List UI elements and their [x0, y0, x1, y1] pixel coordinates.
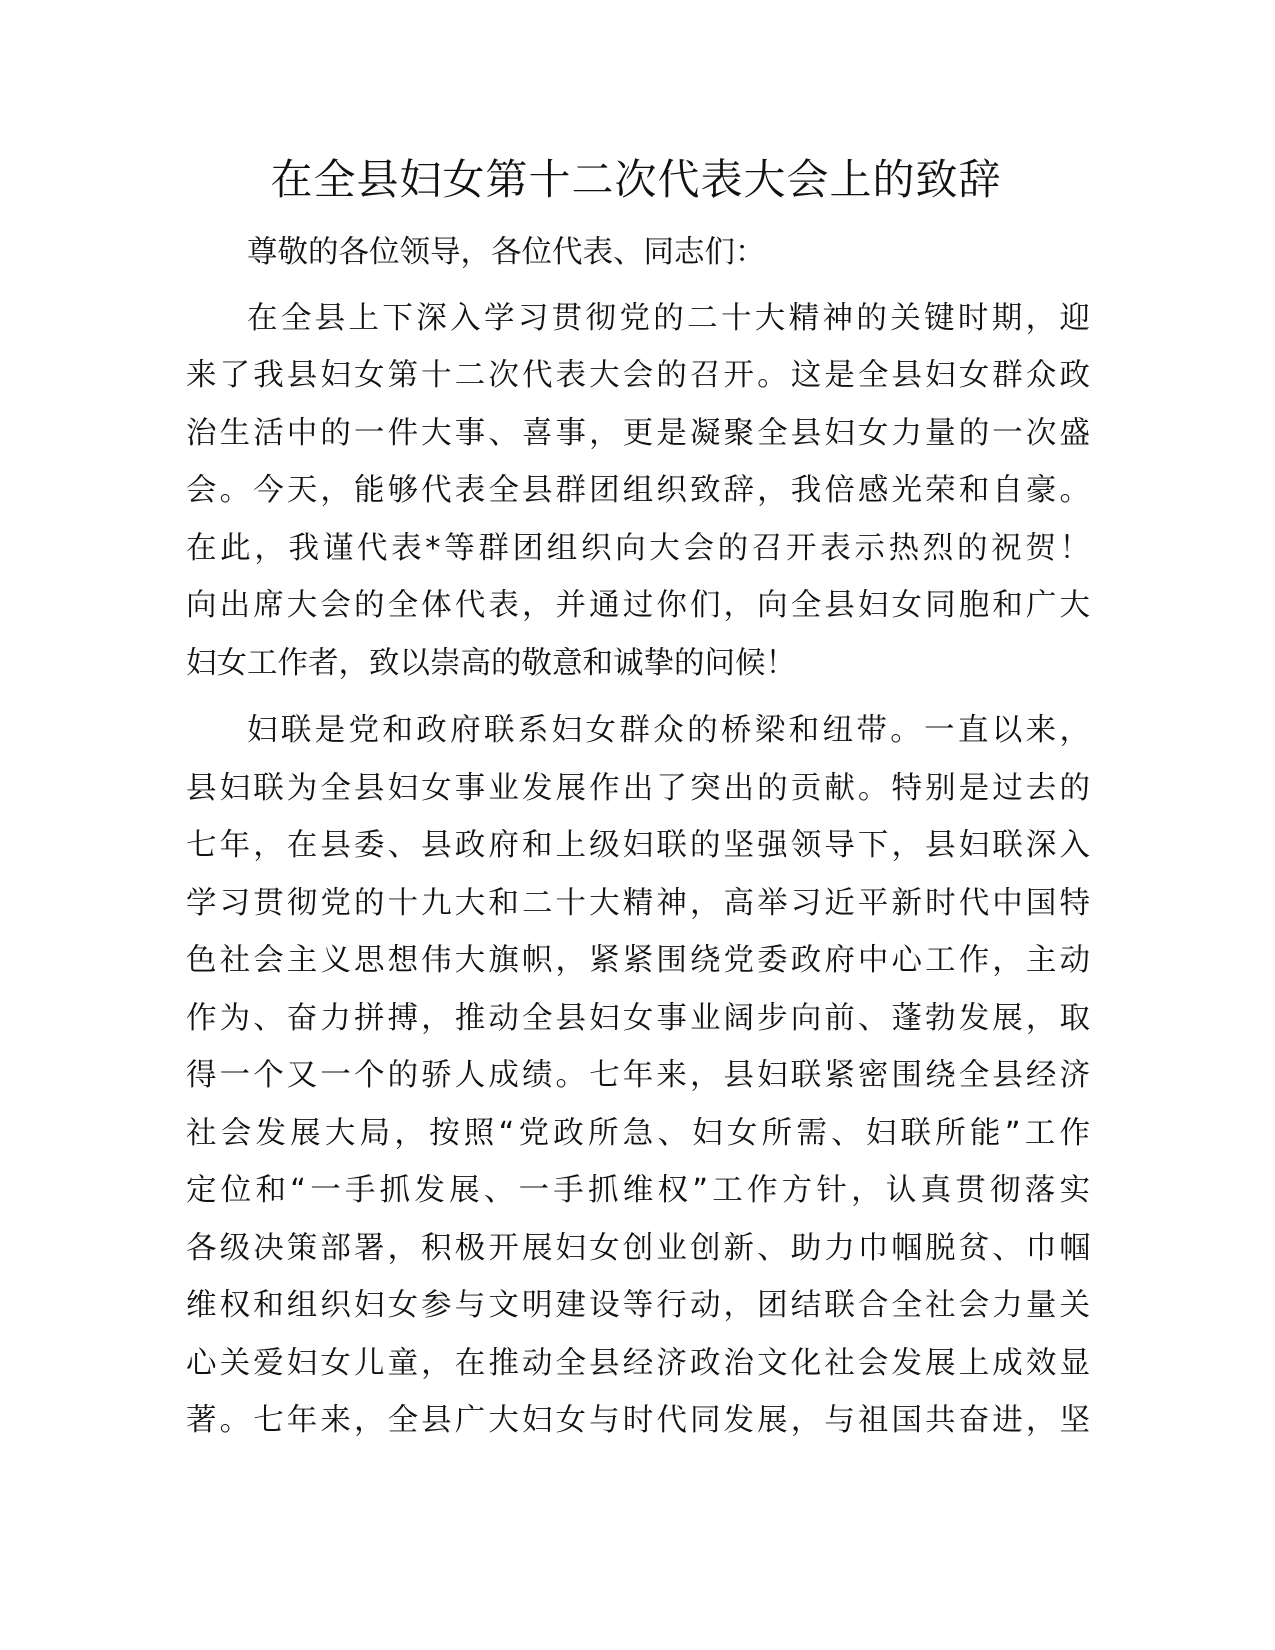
- document-body: [186, 224, 1090, 1460]
- salutation: 尊敬的各位领导，各位代表、同志们：: [247, 235, 766, 270]
- document-title: 在全县妇女第十二次代表大会上的致辞: [270, 155, 1002, 204]
- paragraph-line: 色社会主义思想伟大旗帜，紧紧围绕党委政府中心工作，主动: [186, 943, 1090, 978]
- paragraph-line: 县妇联为全县妇女事业发展作出了突出的贡献。特别是过去的: [186, 770, 1090, 806]
- paragraph-2: [186, 702, 1090, 1450]
- paragraph-line: 在此，我谨代表*等群团组织向大会的召开表示热烈的祝贺！: [186, 530, 1090, 566]
- paragraph-line: 来了我县妇女第十二次代表大会的召开。这是全县妇女群众政: [186, 358, 1090, 393]
- paragraph-line: 妇联是党和政府联系妇女群众的桥梁和纽带。一直以来，: [247, 713, 1090, 748]
- paragraph-line: 著。七年来，全县广大妇女与时代同发展，与祖国共奋进，坚: [186, 1403, 1090, 1438]
- paragraph-line: 治生活中的一件大事、喜事，更是凝聚全县妇女力量的一次盛: [186, 415, 1090, 451]
- paragraph-1: [186, 290, 1090, 693]
- paragraph-line: 学习贯彻党的十九大和二十大精神，高举习近平新时代中国特: [186, 885, 1090, 921]
- paragraph-line: 向出席大会的全体代表，并通过你们，向全县妇女同胞和广大: [186, 588, 1090, 623]
- paragraph-line: 作为、奋力拼搏，推动全县妇女事业阔步向前、蓬勃发展，取: [186, 1000, 1090, 1036]
- paragraph-line: 心关爱妇女儿童，在推动全县经济政治文化社会发展上成效显: [186, 1345, 1090, 1381]
- paragraph-line: 维权和组织妇女参与文明建设等行动，团结联合全社会力量关: [186, 1288, 1090, 1323]
- paragraph-line: 会。今天，能够代表全县群团组织致辞，我倍感光荣和自豪。: [186, 473, 1090, 508]
- paragraph-line: 妇女工作者，致以崇高的敬意和诚挚的问候！: [186, 645, 796, 681]
- paragraph-line: 各级决策部署，积极开展妇女创业创新、助力巾帼脱贫、巾帼: [186, 1230, 1090, 1266]
- paragraph-line: 社会发展大局，按照“党政所急、妇女所需、妇联所能”工作: [186, 1115, 1090, 1151]
- paragraph-line: 七年，在县委、县政府和上级妇联的坚强领导下，县妇联深入: [186, 828, 1090, 863]
- paragraph-line: 得一个又一个的骄人成绩。七年来，县妇联紧密围绕全县经济: [186, 1058, 1090, 1093]
- paragraph-line: 定位和“一手抓发展、一手抓维权”工作方针，认真贯彻落实: [186, 1173, 1090, 1208]
- paragraph-line: 在全县上下深入学习贯彻党的二十大精神的关键时期，迎: [247, 300, 1090, 336]
